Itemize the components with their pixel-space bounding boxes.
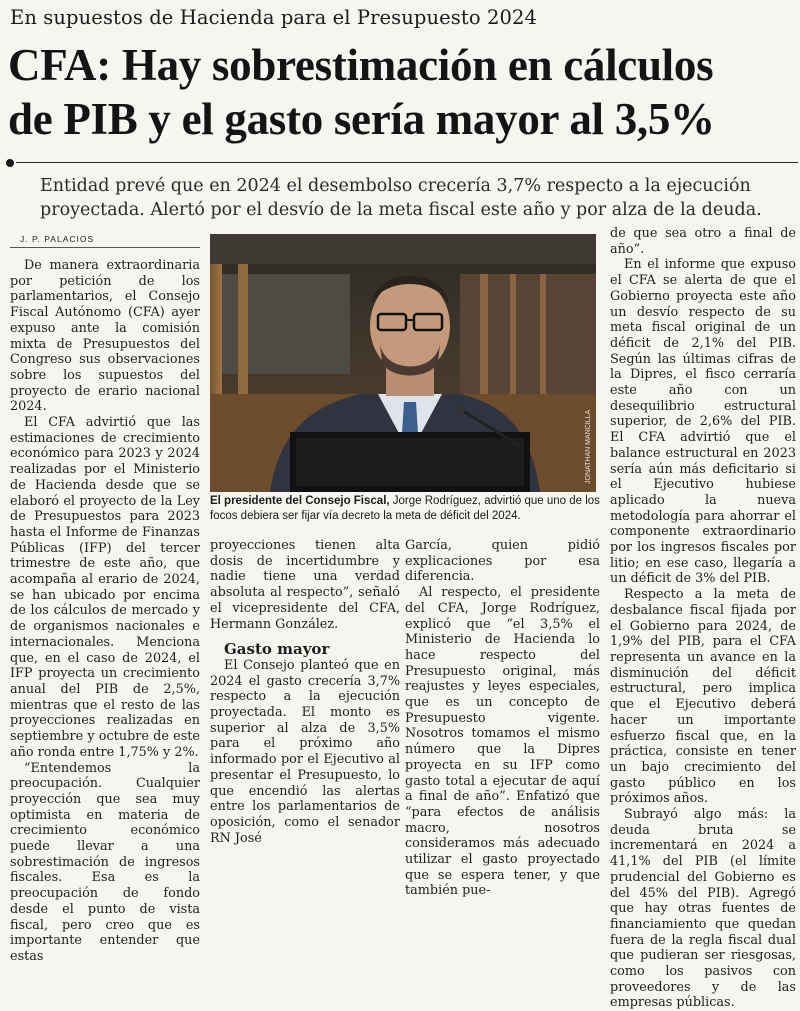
photo-caption	[210, 494, 600, 524]
paragraph: “Entendemos la preocupación. Cualquier proyección que sea muy optimista en materia de crecimiento económico puede llevar a una sobrestimación de ingresos fiscales. Esa es la preocupación de fondo desde el punto de vista fiscal, pero creo que es importante entender que estas	[10, 760, 200, 964]
deck: Entidad prevé que en 2024 el desembolso crecería 3,7% respecto a la ejecución proyectada. Alertó por el desvío de la meta fiscal este año y por alza de la deuda.	[40, 176, 762, 220]
article-column-3	[405, 538, 600, 899]
subheading: Gasto mayor	[224, 640, 330, 659]
paragraph: García, quien pidió explicaciones por esa diferencia.	[405, 538, 600, 585]
photo-credit: JONATHAN MANCILLA	[585, 409, 592, 484]
headline-line-1: CFA: Hay sobrestimación en cálculos	[8, 40, 714, 90]
headline	[8, 38, 798, 146]
article-column-4	[610, 226, 796, 1011]
paragraph: Al respecto, el presidente del CFA, Jorge Rodríguez, explicó que “el 3,5% el Ministerio de Hacienda lo hace respecto del Presupuesto original, más reajustes y leyes especiales, que es un concepto de Presupuesto vigente. Nosotros tomamos el mismo número que la Dipres proyecta en su IFP como gasto total a ejecutar de aquí a final de año”. Enfatizó que “para efectos de análisis macro, nosotros consideramos más adecuado utilizar el gasto proyectado que se espera tener, y que también pue-	[405, 585, 600, 899]
kicker: En supuestos de Hacienda para el Presupuesto 2024	[10, 6, 538, 29]
caption-lead: El presidente del Consejo Fiscal,	[210, 495, 390, 507]
paragraph: Respecto a la meta de desbalance fiscal fijada por el Gobierno para 2024, de 1,9% del PIB, para el CFA representa un avance en la disminución del déficit estructural, pero implica que el Ejecutivo deberá hacer un importante esfuerzo fiscal que, en la práctica, consiste en tener un bajo crecimiento del gasto público en los próximos años.	[610, 587, 796, 807]
article-column-1	[10, 258, 200, 965]
paragraph: proyecciones tienen alta dosis de incertidumbre y nadie tiene una verdad absoluta al respecto”, señaló el vicepresidente del CFA, Hermann González.	[210, 538, 400, 632]
caption-text: Jorge Rodríguez, advirtió que uno de los focos debiera ser fijar vía decreto la meta de déficit del 2024.	[210, 495, 600, 522]
paragraph: Subrayó algo más: la deuda bruta se incrementará en 2024 a 41,1% del PIB (el límite prudencial del Gobierno es del 45% del PIB). Agregó que hay otras fuentes de financiamiento que quedan fuera de la regla fiscal dual que pudieran ser riesgosas, como los pasivos con proveedores y de las empresas públicas.	[610, 807, 796, 1011]
paragraph: De manera extraordinaria por petición de los parlamentarios, el Consejo Fiscal Autónomo (CFA) ayer expuso ante la comisión mixta de Presupuestos del Congreso sus observaciones sobre los supuestos del proyecto de erario nacional 2024.	[10, 258, 200, 415]
photo-illustration	[210, 234, 596, 492]
headline-line-2: de PIB y el gasto sería mayor al 3,5%	[8, 94, 715, 144]
byline: J. P. PALACIOS	[20, 234, 95, 244]
paragraph: El CFA advirtió que las estimaciones de crecimiento económico para 2023 y 2024 realizadas por el Ministerio de Hacienda desde que se elaboró el proyecto de la Ley de Presupuestos para 2023 hasta el Informe de Finanzas Públicas (IFP) del tercer trimestre de este año, que acompaña al erario de 2024, se han ubicado por encima de los cálculos de mercado y de organismos nacionales e internacionales. Menciona que, en el caso de 2024, el IFP proyecta un crecimiento anual del PIB de 2,5%, mientras que el resto de las proyecciones realizadas en septiembre y octubre de este año ronda entre 1,75% y 2%.	[10, 415, 200, 760]
article-column-2	[210, 538, 400, 846]
byline-divider	[10, 247, 200, 248]
divider	[16, 162, 798, 163]
paragraph: de que sea otro a final de año”.	[610, 226, 796, 257]
paragraph: En el informe que expuso el CFA se alerta de que el Gobierno proyecta este año un desvío respecto de su meta fiscal original de un déficit de 2,1% del PIB. Según las últimas cifras de la Dipres, el fisco cerraría este año con un desequilibrio estructural superior, de 2,6% del PIB. El CFA advirtió que el balance estructural en 2023 sería aún más deficitario si el Ejecutivo hubiese aplicado la nueva metodología para ahorrar el componente extraordinario por los ingresos fiscales por litio; en ese caso, llegaría a un déficit de 3% del PIB.	[610, 257, 796, 587]
article-photo	[210, 234, 596, 492]
paragraph: El Consejo planteó que en 2024 el gasto crecería 3,7% respecto a la ejecución proyectada. El monto es superior al alza de 3,5% para el próximo año informado por el Ejecutivo al presentar el Presupuesto, lo que encendió las alertas entre los parlamentarios de oposición, como el senador RN José	[210, 657, 400, 846]
bullet-icon	[6, 159, 14, 167]
